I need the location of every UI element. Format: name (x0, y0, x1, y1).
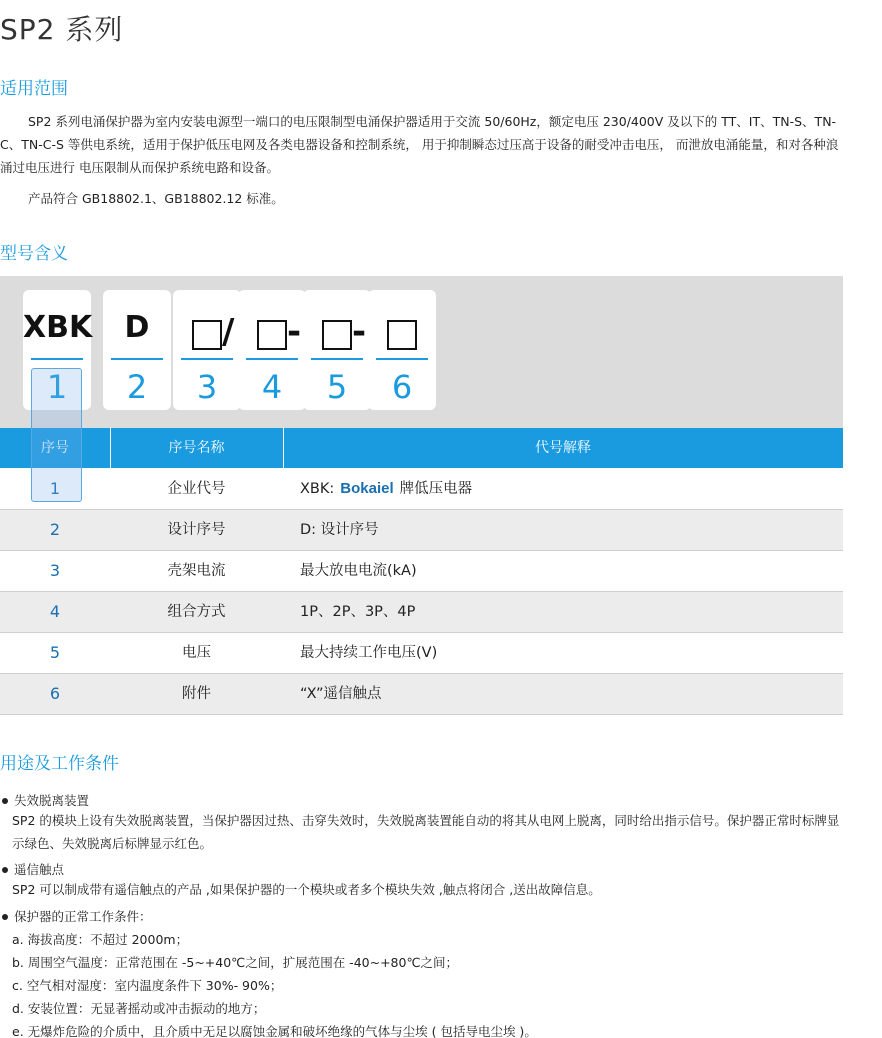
bullet-label: 保护器的正常工作条件： (14, 909, 152, 924)
header-explanation: 代号解释 (535, 440, 591, 456)
condition-item: e. 无爆炸危险的介质中，且介质中无足以腐蚀金属和破坏绝缘的气体与尘埃 ( 包括导电尘埃 )。 (12, 1024, 537, 1038)
code-separator: - (287, 312, 302, 352)
code-text: D (124, 310, 150, 345)
row-description: 1P、2P、3P、4P (300, 604, 416, 620)
model-heading: 型号含义 (0, 244, 68, 264)
code-separator: - (352, 312, 367, 352)
condition-item: b. 周围空气温度：正常范围在 -5~+40℃之间，扩展范围在 -40~+80℃之间； (12, 955, 458, 970)
code-separator: / (222, 312, 235, 352)
bullet-dot-icon (2, 914, 8, 920)
bullet-dot-icon (2, 798, 8, 804)
row-name: 组合方式 (167, 604, 226, 620)
condition-item: a. 海拔高度：不超过 2000m； (12, 932, 189, 947)
row-description: “X”遥信触点 (300, 686, 382, 702)
code-underline (376, 358, 428, 360)
row-number: 3 (49, 561, 61, 580)
row-description (300, 469, 472, 509)
code-underline (181, 358, 233, 360)
code-number: 6 (391, 368, 413, 406)
code-card-6 (368, 290, 436, 410)
code-card-2 (103, 290, 171, 410)
table-row (0, 633, 843, 674)
row-desc-prefix: XBK: (300, 481, 335, 497)
row-desc-text: 牌低压电器 (399, 481, 473, 497)
code-placeholder-box (322, 320, 352, 350)
row-name: 电压 (182, 645, 211, 661)
bullet-failure-device (2, 791, 89, 809)
code-text: XBK (23, 310, 93, 345)
condition-item: d. 安装位置：无显著摇动或冲击振动的地方； (12, 1001, 266, 1016)
condition-item: c. 空气相对湿度：室内温度条件下 30%- 90%； (12, 978, 283, 993)
table-row (0, 551, 843, 592)
code-number: 5 (326, 368, 348, 406)
row-description: 最大放电电流(kA) (300, 563, 417, 579)
model-code-panel (0, 276, 843, 428)
code-number: 2 (126, 368, 148, 406)
header-name: 序号名称 (168, 440, 225, 456)
row-number: 2 (49, 520, 61, 539)
code-highlight-overlay (31, 368, 82, 502)
code-underline (246, 358, 298, 360)
row-description: 最大持续工作电压(V) (300, 645, 438, 661)
table-row (0, 674, 843, 715)
code-placeholder-box (387, 320, 417, 350)
code-underline (111, 358, 163, 360)
row-number: 6 (49, 684, 61, 703)
header-index: 序号 (41, 440, 69, 456)
brand-logo: Bokaiel (340, 480, 394, 497)
table-row (0, 469, 843, 510)
scope-heading: 适用范围 (0, 79, 68, 99)
page-title: SP2 系列 (0, 13, 124, 46)
code-underline (31, 358, 83, 360)
code-number: 3 (196, 368, 218, 406)
code-placeholder-box (192, 320, 222, 350)
bullet-label: 遥信触点 (14, 862, 65, 877)
table-row (0, 592, 843, 633)
code-underline (311, 358, 363, 360)
table-header (0, 428, 843, 468)
code-placeholder-box (257, 320, 287, 350)
row-name: 附件 (182, 686, 211, 702)
bullet-remote-contact (2, 860, 64, 878)
table-row (0, 510, 843, 551)
row-name: 设计序号 (167, 522, 226, 538)
bullet-label: 失效脱离装置 (14, 793, 90, 808)
scope-paragraph: SP2 系列电涌保护器为室内安装电源型一端口的电压限制型电涌保护器适用于交流 50/60Hz，额定电压 230/400V 及以下的 TT、IT、TN-S、TN-C、TN-C-S 等供电系统，适用于保护低压电网及各类电器设备和控制系统， 用于抑制瞬态过压高于设备的耐受冲击电压， 而泄放电涌能量，和对各种浪涌过电压进行 电压限制从而保护系统电路和设备。 (0, 114, 839, 175)
bullet-dot-icon (2, 867, 8, 873)
remote-contact-text: SP2 可以制成带有遥信触点的产品 ,如果保护器的一个模块或者多个模块失效 ,触点将闭合 ,送出故障信息。 (12, 882, 601, 897)
row-name: 企业代号 (167, 481, 226, 497)
row-number: 1 (49, 479, 61, 498)
row-number: 5 (49, 643, 61, 662)
bullet-conditions (2, 907, 152, 925)
row-number: 4 (49, 602, 61, 621)
usage-heading: 用途及工作条件 (0, 754, 119, 774)
row-description: D: 设计序号 (300, 522, 379, 538)
standards-paragraph: 产品符合 GB18802.1、GB18802.12 标准。 (28, 191, 284, 206)
row-name: 壳架电流 (167, 563, 226, 579)
code-number: 4 (261, 368, 283, 406)
code-number: 1 (46, 368, 68, 406)
failure-device-text: SP2 的模块上设有失效脱离装置，当保护器因过热、击穿失效时，失效脱离装置能自动的将其从电网上脱离，同时给出指示信号。保护器正常时标牌显示绿色、失效脱离后标牌显示红色。 (12, 813, 840, 851)
